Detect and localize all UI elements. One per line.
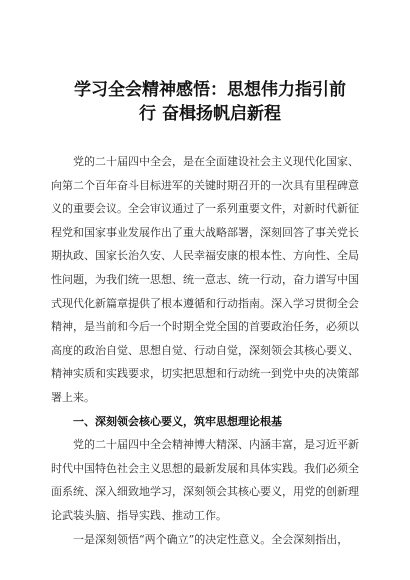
section-1-heading: 一、深刻领会核心要义，筑牢思想理论根基: [73, 414, 282, 428]
title-line-1: 学习全会精神感悟：思想伟力指引前: [74, 80, 346, 100]
document-title: [60, 78, 360, 126]
intro-paragraph: 党的二十届四中全会，是在全面建设社会主义现代化国家、向第二个百年奋斗目标进军的关键时期召开的一次具有里程碑意义的重要会议。全会审议通过了一系列重要文件，对新时代新征程党和国家事业发展作出了重大战略部署，深刻回答了事关党长期执政、国家长治久安、人民幸福安康的根本性、方向性、全局性问题，为我们统一思想、统一意志、统一行动，奋力谱写中国式现代化新篇章提供了根本遵循和行动指南。深入学习贯彻全会精神，是当前和今后一个时期全党全国的首要政治任务，必须以高度的政治自觉、思想自觉、行动自觉，深刻领会其核心要义、精神实质和实践要求，切实把思想和行动统一到党中央的决策部署上来。: [51, 155, 359, 404]
section-1-paragraph-2: 一是深刻领悟“两个确立”的决定性意义。全会深刻指出，: [73, 532, 349, 546]
title-line-2: 行 奋楫扬帆启新程: [139, 104, 281, 124]
section-1-paragraph-1: 党的二十届四中全会精神博大精深、内涵丰富，是习近平新时代中国特色社会主义思想的最新发展和具体实践。我们必须全面系统、深入细致地学习，深刻领会其核心要义，用党的创新理论武装头脑、指导实践、推动工作。: [51, 438, 359, 522]
document-body: [51, 150, 359, 551]
